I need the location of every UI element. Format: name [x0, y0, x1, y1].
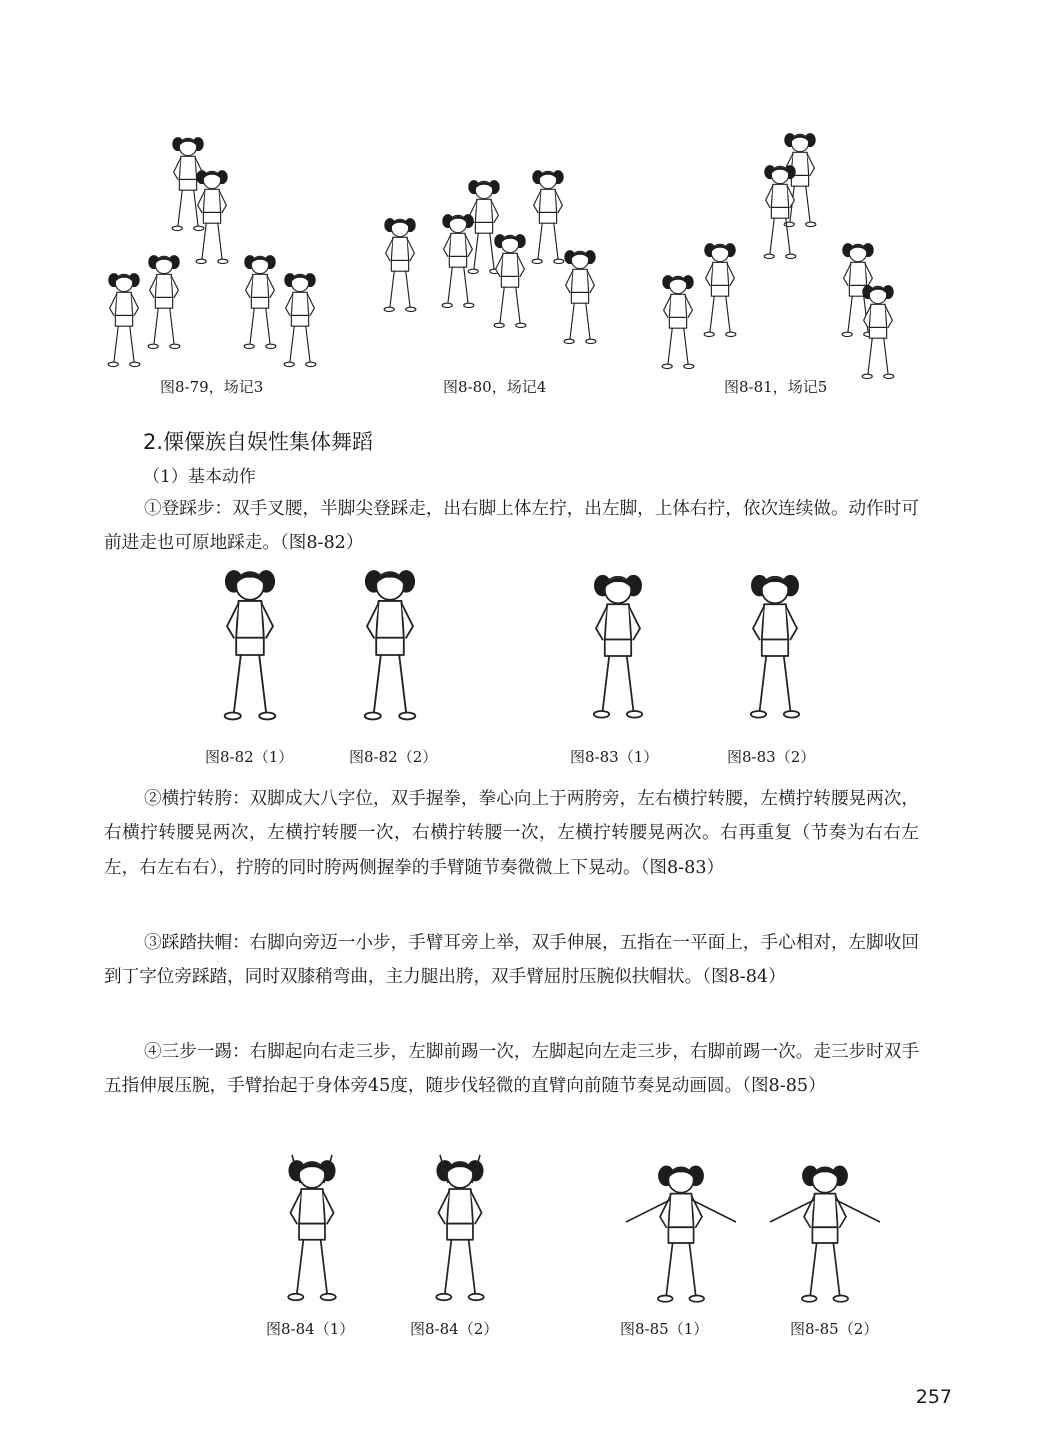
dancer-illustration [262, 1145, 362, 1310]
figure-8-82-1 [205, 568, 295, 738]
figure-caption: 图8-85（2） [790, 1320, 879, 1338]
section-heading: 2.傈僳族自娱性集体舞蹈 [143, 430, 374, 454]
figure-8-85-2 [760, 1160, 890, 1310]
figure-8-85-1 [616, 1160, 746, 1310]
dancer-illustration [205, 568, 295, 738]
figure-8-79 [100, 125, 340, 365]
figure-caption: 图8-84（1） [266, 1320, 355, 1338]
dancer-illustration [410, 1145, 510, 1310]
figure-caption: 图8-85（1） [620, 1320, 709, 1338]
figure-8-83-1 [568, 572, 668, 732]
figure-caption: 图8-82（2） [349, 748, 438, 766]
figure-8-81 [630, 125, 910, 365]
figure-caption: 图8-79，场记3 [160, 378, 264, 396]
figure-caption: 图8-83（1） [570, 748, 659, 766]
figure-8-83-2 [725, 572, 825, 732]
dance-formation-illustration [100, 125, 340, 365]
subsection-heading: （1）基本动作 [143, 467, 256, 487]
figure-caption: 图8-82（1） [205, 748, 294, 766]
dancer-illustration [568, 572, 668, 732]
dance-formation-illustration [630, 125, 910, 365]
paragraph-step-1: ①登踩步：双手叉腰，半脚尖登踩走，出右脚上体左拧，出左脚，上体右拧，依次连续做。动作时可前进走也可原地踩走。（图8-82） [104, 499, 919, 554]
figure-8-82-2 [345, 568, 435, 738]
paragraph-step-3: ③踩踏扶帽：右脚向旁迈一小步，手臂耳旁上举，双手伸展，五指在一平面上，手心相对，左脚收回到丁字位旁踩踏，同时双膝稍弯曲，主力腿出胯，双手臂屈肘压腕似扶帽状。（图8-84） [104, 933, 919, 988]
dancer-illustration [616, 1160, 746, 1310]
page-number: 257 [915, 1386, 952, 1408]
paragraph-step-4: ④三步一踢：右脚起向右走三步，左脚前踢一次，左脚起向左走三步，右脚前踢一次。走三步时双手五指伸展压腕，手臂抬起于身体旁45度，随步伐轻微的直臂向前随节奏晃动画圆。（图8-85） [104, 1042, 919, 1097]
figure-caption: 图8-81，场记5 [724, 378, 828, 396]
figure-8-80 [370, 160, 620, 340]
figure-caption: 图8-83（2） [727, 748, 816, 766]
dancer-illustration [760, 1160, 890, 1310]
figure-8-84-2 [410, 1145, 510, 1310]
dance-formation-illustration [370, 160, 620, 340]
dancer-illustration [725, 572, 825, 732]
figure-caption: 图8-84（2） [410, 1320, 499, 1338]
dancer-illustration [345, 568, 435, 738]
paragraph-step-2: ②横拧转胯：双脚成大八字位，双手握拳，拳心向上于两胯旁，左右横拧转腰，左横拧转腰晃两次，右横拧转腰晃两次，左横拧转腰一次，右横拧转腰一次，左横拧转腰晃两次。右再重复（节奏为右右左左，右左右右），拧胯的同时胯两侧握拳的手臂随节奏微微上下晃动。（图8-83） [104, 789, 919, 878]
figure-caption: 图8-80，场记4 [443, 378, 547, 396]
figure-8-84-1 [262, 1145, 362, 1310]
